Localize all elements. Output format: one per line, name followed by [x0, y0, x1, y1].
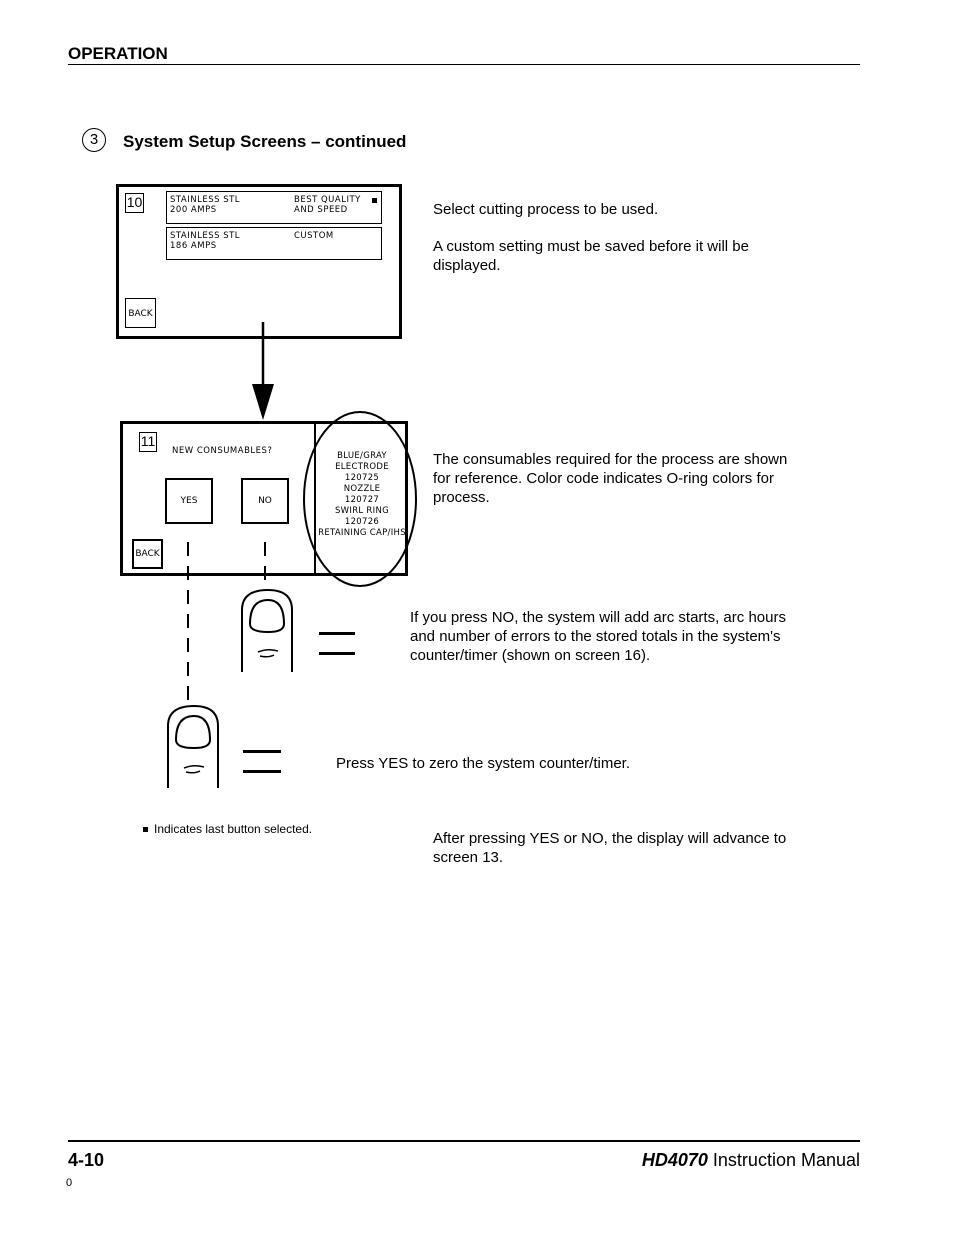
screen-number: 10 [125, 193, 144, 213]
oring-color: BLUE/GRAY [337, 451, 387, 461]
consumable-name: SWIRL RING [334, 506, 389, 516]
option-custom[interactable] [166, 227, 382, 260]
selected-indicator-icon [372, 198, 377, 203]
consumable-name: ELECTRODE [335, 462, 389, 472]
screen-10 [116, 184, 402, 339]
option-amps: 186 AMPS [170, 241, 217, 251]
finger-press-icon [238, 588, 298, 674]
option-best-quality[interactable] [166, 191, 382, 224]
consumable-part: 120727 [344, 495, 380, 505]
screen-number: 11 [139, 432, 157, 452]
equals-bar-icon [319, 632, 355, 635]
legend-text: Indicates last button selected. [154, 822, 313, 836]
consumable-part: 120726 [344, 517, 380, 527]
section-header: OPERATION [68, 44, 168, 63]
press-yes-text: Press YES to zero the system counter/timer. [336, 755, 631, 772]
page-number: 4-10 [68, 1150, 105, 1170]
section-title: System Setup Screens – continued [123, 132, 407, 151]
option-mode-2: AND SPEED [294, 205, 348, 215]
footer-rule [68, 1140, 860, 1142]
consumable-name: NOZZLE [343, 484, 381, 494]
step-number-badge: 3 [82, 128, 106, 152]
consumables-note-text: The consumables required for the process are shown for reference. Color code indicates O-ring colors for process. [433, 451, 788, 506]
option-mode: BEST QUALITY [294, 195, 361, 205]
after-press-text: After pressing YES or NO, the display will advance to screen 13. [433, 830, 787, 866]
option-amps: 200 AMPS [170, 205, 217, 215]
finger-press-icon [164, 704, 224, 790]
back-button[interactable]: BACK [132, 539, 163, 569]
consumable-name: RETAINING CAP/IHS [318, 528, 406, 538]
arrow-down-icon [250, 322, 276, 422]
consumable-part: 120725 [344, 473, 380, 483]
legend [143, 822, 312, 836]
yes-button[interactable]: YES [165, 478, 213, 524]
model-name: HD4070 [641, 1150, 708, 1170]
selected-indicator-icon [143, 827, 148, 832]
equals-bar-icon [243, 770, 281, 773]
option-material: STAINLESS STL [170, 195, 241, 205]
equals-bar-icon [243, 750, 281, 753]
select-process-text: Select cutting process to be used. [433, 201, 659, 218]
revision-code: 0 [66, 1177, 73, 1189]
manual-title [642, 1150, 860, 1171]
back-button[interactable]: BACK [125, 298, 156, 328]
equals-bar-icon [319, 652, 355, 655]
highlight-ellipse [300, 410, 420, 590]
prompt-text: NEW CONSUMABLES? [172, 446, 273, 456]
press-no-text: If you press NO, the system will add arc starts, arc hours and number of errors to the stored totals in the system's counter/timer (shown on screen 16). [410, 609, 786, 664]
header-rule [68, 64, 860, 65]
option-mode: CUSTOM [294, 231, 334, 241]
custom-note-text: A custom setting must be saved before it will be displayed. [433, 238, 749, 274]
no-button[interactable]: NO [241, 478, 289, 524]
manual-label: Instruction Manual [712, 1150, 860, 1170]
option-material: STAINLESS STL [170, 231, 241, 241]
